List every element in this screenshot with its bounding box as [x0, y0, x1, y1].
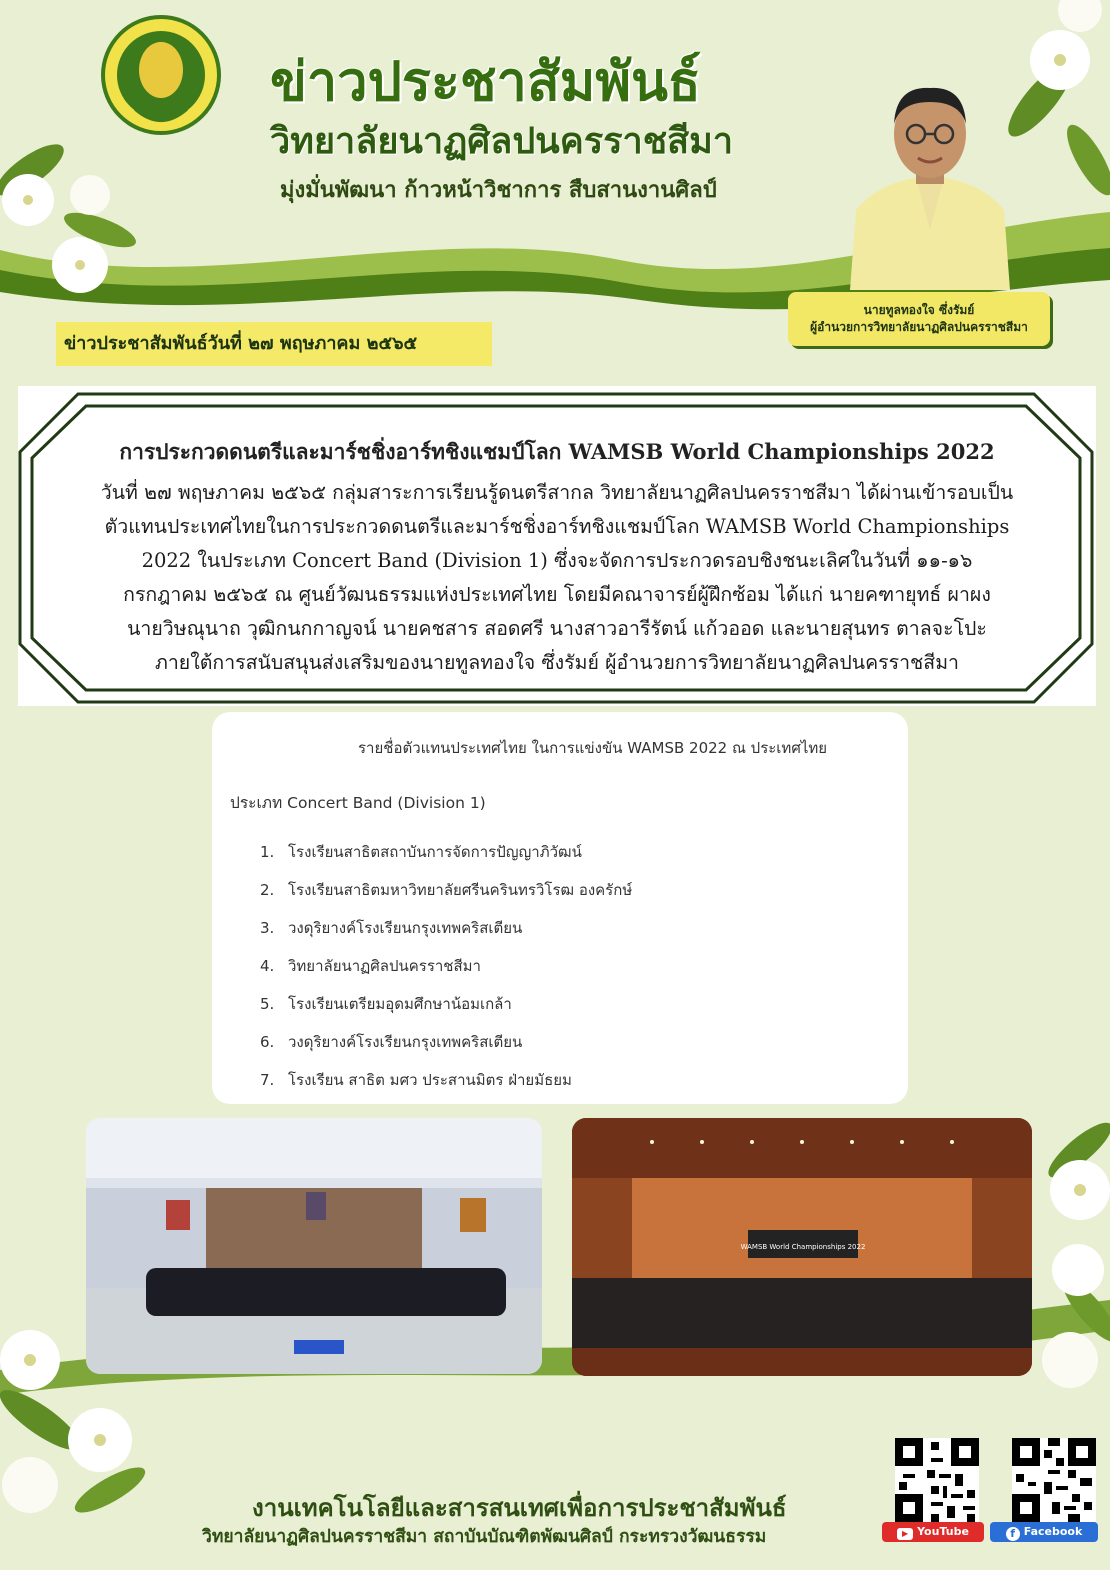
youtube-qr-code[interactable]: [895, 1438, 979, 1522]
facebook-qr-code[interactable]: [1012, 1438, 1096, 1522]
youtube-link[interactable]: [882, 1522, 984, 1542]
news-line: ตัวแทนประเทศไทยในการประกวดดนตรีและมาร์ชชิ่งอาร์ทชิงแชมป์โลก WAMSB World Championships: [104, 515, 1010, 538]
news-line: 2022 ในประเภท Concert Band (Division 1) ซึ่งจะจัดการประกวดรอบชิงชนะเลิศในวันที่ ๑๑-๑๖: [141, 549, 973, 572]
flower-right-lower-decoration: [1020, 1110, 1110, 1400]
list-item: [260, 1068, 572, 1092]
news-heading: การประกวดดนตรีและมาร์ชชิ่งอาร์ทชิงแชมป์โลก WAMSB World Championships 2022: [119, 439, 995, 464]
list-heading: รายชื่อตัวแทนประเทศไทย ในการแข่งขัน WAMSB 2022 ณ ประเทศไทย: [358, 739, 828, 757]
news-date-badge: ข่าวประชาสัมพันธ์วันที่ ๒๗ พฤษภาคม ๒๕๖๕: [56, 322, 492, 366]
list-item-name: โรงเรียนสาธิตมหาวิทยาลัยศรีนครินทรวิโรฒ องครักษ์: [288, 881, 633, 899]
list-item-name: วิทยาลัยนาฏศิลปนครราชสีมา: [288, 957, 481, 975]
facebook-label: Facebook: [1023, 1525, 1083, 1538]
list-item-number: 4.: [260, 957, 275, 975]
play-icon: ▶: [897, 1528, 913, 1540]
list-item-number: 6.: [260, 1033, 275, 1051]
list-item-number: 2.: [260, 881, 275, 899]
news-line: นายวิษณุนาถ วุฒิกนกกาญจน์ นายคชสาร สอดศรี นางสาวอารีรัตน์ แก้วออด และนายสุนทร ตาลจะโปะ: [127, 617, 987, 640]
news-line: ภายใต้การสนับสนุนส่งเสริมของนายทูลทองใจ ซึ่งรัมย์ ผู้อำนวยการวิทยาลัยนาฏศิลปนครราชสีมา: [154, 651, 959, 674]
college-logo: [100, 12, 222, 138]
list-item: [260, 992, 512, 1016]
list-item: [260, 1030, 522, 1054]
list-item: [260, 840, 582, 864]
news-body: [46, 476, 1068, 680]
list-item-name: โรงเรียน สาธิต มศว ประสานมิตร ฝ่ายมัธยม: [288, 1071, 572, 1089]
footer-organization: วิทยาลัยนาฏศิลปนครราชสีมา สถาบันบัณฑิตพัฒนศิลป์ กระทรวงวัฒนธรรม: [202, 1527, 767, 1547]
list-item: [260, 916, 522, 940]
list-item: [260, 878, 632, 902]
director-name: นายทูลทองใจ ซึ่งรัมย์: [863, 303, 975, 317]
college-name: วิทยาลัยนาฏศิลปนครราชสีมา: [270, 120, 734, 162]
list-item-number: 3.: [260, 919, 275, 937]
youtube-label: YouTube: [917, 1525, 969, 1538]
band-rehearsal-photo: [86, 1118, 542, 1374]
facebook-link[interactable]: [990, 1522, 1098, 1542]
representatives-list-card: [212, 712, 908, 1104]
news-line: กรกฎาคม ๒๕๖๕ ณ ศูนย์วัฒนธรรมแห่งประเทศไทย โดยมีคณาจารย์ผู้ฝึกซ้อม ได้แก่ นายคฑายุทธ์ ผาผง: [123, 583, 991, 606]
list-item-number: 5.: [260, 995, 275, 1013]
list-item-number: 7.: [260, 1071, 275, 1089]
news-line: วันที่ ๒๗ พฤษภาคม ๒๕๖๕ กลุ่มสาระการเรียนรู้ดนตรีสากล วิทยาลัยนาฏศิลปนครราชสีมา ได้ผ่านเข้ารอบเป็น: [100, 481, 1014, 504]
flower-right-decoration: [999, 0, 1110, 201]
footer-department: งานเทคโนโลยีและสารสนเทศเพื่อการประชาสัมพันธ์: [252, 1493, 787, 1522]
list-item-name: วงดุริยางค์โรงเรียนกรุงเทพคริสเตียน: [288, 919, 523, 937]
facebook-icon: f: [1006, 1527, 1020, 1541]
list-item-name: โรงเรียนเตรียมอุดมศึกษาน้อมเกล้า: [288, 995, 512, 1013]
page-title: ข่าวประชาสัมพันธ์: [270, 49, 701, 113]
list-item-name: โรงเรียนสาธิตสถาบันการจัดการปัญญาภิวัฒน์: [288, 843, 582, 861]
stage-banner-text: WAMSB World Championships 2022: [740, 1243, 866, 1251]
list-item-number: 1.: [260, 843, 275, 861]
list-category: ประเภท Concert Band (Division 1): [230, 794, 486, 812]
director-portrait: [850, 80, 1010, 290]
director-position: ผู้อำนวยการวิทยาลัยนาฏศิลปนครราชสีมา: [810, 320, 1028, 334]
concert-hall-group-photo: [572, 1118, 1032, 1376]
list-item: [260, 954, 481, 978]
director-caption: [788, 292, 1050, 346]
college-slogan: มุ่งมั่นพัฒนา ก้าวหน้าวิชาการ สืบสานงานศิลป์: [280, 177, 717, 203]
list-item-name: วงดุริยางค์โรงเรียนกรุงเทพคริสเตียน: [288, 1033, 523, 1051]
